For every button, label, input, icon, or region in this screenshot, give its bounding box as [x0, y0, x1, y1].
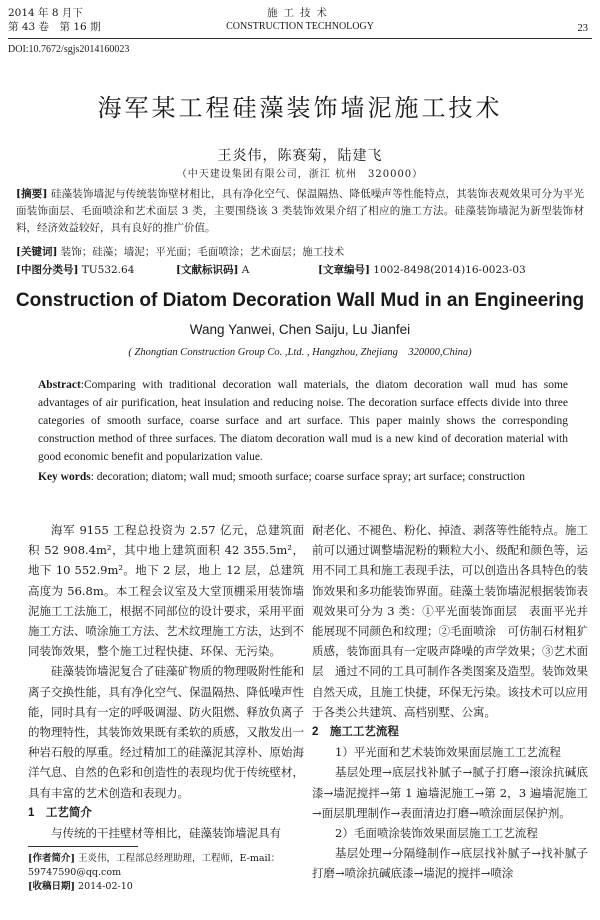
keywords-en-text: : decoration; diatom; wall mud; smooth surface; coarse surface spray; art surface; construction [90, 471, 526, 483]
body-paragraph: 海军 9155 工程总投资为 2.57 亿元，总建筑面积 52 908.4m²，其中地上建筑面积 42 355.5m²，地下 10 552.9m²。地下 2 层，地上 12 层，总建筑高度为 56.8m。本工程会议室及大堂顶棚采用装饰墙泥施工工法施工，根据不同部位的设计要求，采用平面施工方法、喷涂施工方法、艺术纹理施工方法，达到不同装饰效果，整个施工过程快捷、环保、无污染。 [28, 523, 304, 659]
body-paragraph: 耐老化、不褪色、粉化、掉渣、剥落等性能特点。施工前可以通过调整墙泥粉的颗粒大小、级配和颜色等，运用不同工具和施工表现手法，可以创造出各具特色的装饰效果和多功能装饰界面。硅藻土装饰墙泥根据装饰表观效果可分为 3 类：①平光面装饰面层 表面平光并能展现不同颜色和纹理；②毛面喷涂 可仿制石材粗犷质感，装饰面具有一定吸声降噪的声学效果；③艺术面层 通过不同的工具可制作各类图案及造型。装饰效果自然天成，且施工快捷，环保无污染。该技术可以应用于各类公共建筑、高档别墅、公寓。 [312, 523, 588, 719]
header-rule [8, 38, 592, 39]
page-number: 23 [577, 23, 588, 34]
abstract-cn [16, 186, 584, 237]
abstract-cn-text: 硅藻装饰墙泥与传统装饰壁材相比，具有净化空气、保温隔热、降低噪声等性能特点，其装饰表观效果可分为平光面装饰面层、毛面喷涂和艺术面层 3 类，主要围绕该 3 类装饰效果介绍了相应的施工方法。硅藻装饰墙泥为新型装饰材料，经济效益较好，具有良好的推广价值。 [16, 188, 585, 234]
affiliation-en: ( Zhongtian Construction Group Co. ,Ltd. , Hangzhou, Zhejiang 320000,China) [128, 347, 472, 358]
keywords-cn [16, 244, 584, 261]
section-heading: 1 工艺简介 [28, 806, 92, 819]
journal-title-cn: 施工技术 [267, 7, 333, 19]
footnote-rule [28, 846, 138, 847]
running-header-journal [0, 6, 600, 34]
footnote [28, 852, 304, 894]
author-bio [28, 852, 304, 880]
affiliation-cn: （中天建设集团有限公司，浙江 杭州 320000） [176, 169, 424, 180]
abstract-en [38, 376, 568, 466]
abstract-cn-label: [摘要] [16, 188, 48, 200]
keywords-en [38, 468, 568, 486]
journal-title-en: CONSTRUCTION TECHNOLOGY [226, 21, 374, 32]
body-column-left [28, 520, 304, 843]
clc-number [16, 262, 134, 279]
keywords-cn-label: [关键词] [16, 246, 58, 258]
author-bio-label: [作者简介] [28, 853, 75, 864]
subsection-heading: 1）平光面和艺术装饰效果面层施工工艺流程 [335, 745, 561, 760]
author-bio-text: 王炎伟，工程部总经理助理，工程师，E-mail：59747590@qq.com [28, 853, 281, 878]
abstract-en-text: :Comparing with traditional decoration wall materials, the diatom decoration wall mud has some advantages of air purification, heat insulation and reducing noise. The decoration surface effects divide into three categories of smooth surface, coarse surface and art surface. This paper mainly shows the corresponding construction method of three surfaces. The diatom decoration wall mud is a new kind of decoration material with good economic benefit and popularization value. [38, 379, 568, 463]
paper-title-cn: 海军某工程硅藻装饰墙泥施工技术 [97, 94, 503, 122]
doi-line: DOI:10.7672/sgjs2014160023 [8, 44, 130, 55]
doc-code-value: A [241, 264, 250, 276]
authors-en: Wang Yanwei, Chen Saiju, Lu Jianfei [189, 322, 411, 337]
process-flow: 基层处理→底层找补腻子→腻子打磨→滚涂抗碱底漆→墙泥搅拌→第 1 遍墙泥施工→第 2，3 遍墙泥施工→面层肌理制作→表面清边打磨→喷涂面层保护剂。 [312, 765, 588, 820]
paper-title-en: Construction of Diatom Decoration Wall Mud in an Engineering [15, 290, 585, 311]
volume-issue: 第 43 卷 第 16 期 [8, 21, 101, 33]
article-number [318, 262, 526, 279]
received-label: [收稿日期] [28, 881, 75, 892]
section-heading: 2 施工工艺流程 [312, 726, 399, 739]
article-no-value: 1002-8498(2014)16-0023-03 [373, 264, 526, 276]
authors-cn: 王炎伟，陈赛菊，陆建飞 [217, 148, 383, 164]
keywords-cn-text: 装饰；硅藻；墙泥；平光面；毛面喷涂；艺术面层；施工技术 [60, 246, 345, 258]
received-date [28, 880, 304, 894]
clc-label: [中图分类号] [16, 264, 79, 276]
body-paragraph: 硅藻装饰墙泥复合了硅藻矿物质的物理吸附性能和离子交换性能，具有净化空气、保温隔热、降低噪声性能，同时具有一定的呼吸调湿、防火阻燃、释放负离子的物理特性，其装饰效果既有柔软的质感，又散发出一种岩石般的厚重。经过精加工的硅藻泥其淳朴、原始海洋气息、自然的色彩和创造性的表现均优于传统壁材，具有丰富的艺术创造和表现力。 [28, 664, 304, 800]
clc-value: TU532.64 [81, 264, 135, 276]
doc-code-label: [文献标识码] [176, 264, 239, 276]
document-code [176, 262, 249, 279]
abstract-en-label: Abstract [38, 379, 81, 391]
body-paragraph: 与传统的干挂壁材等相比，硅藻装饰墙泥具有 [51, 826, 281, 841]
subsection-heading: 2）毛面喷涂装饰效果面层施工工艺流程 [335, 826, 538, 841]
process-flow: 基层处理→分隔缝制作→底层找补腻子→找补腻子打磨→喷涂抗碱底漆→墙泥的搅拌→喷涂 [312, 846, 588, 881]
received-text: 2014-02-10 [78, 881, 133, 892]
keywords-en-label: Key words [38, 471, 91, 483]
body-column-right [312, 520, 588, 884]
article-no-label: [文章编号] [318, 264, 370, 276]
issue-date: 2014 年 8 月下 [8, 7, 83, 19]
